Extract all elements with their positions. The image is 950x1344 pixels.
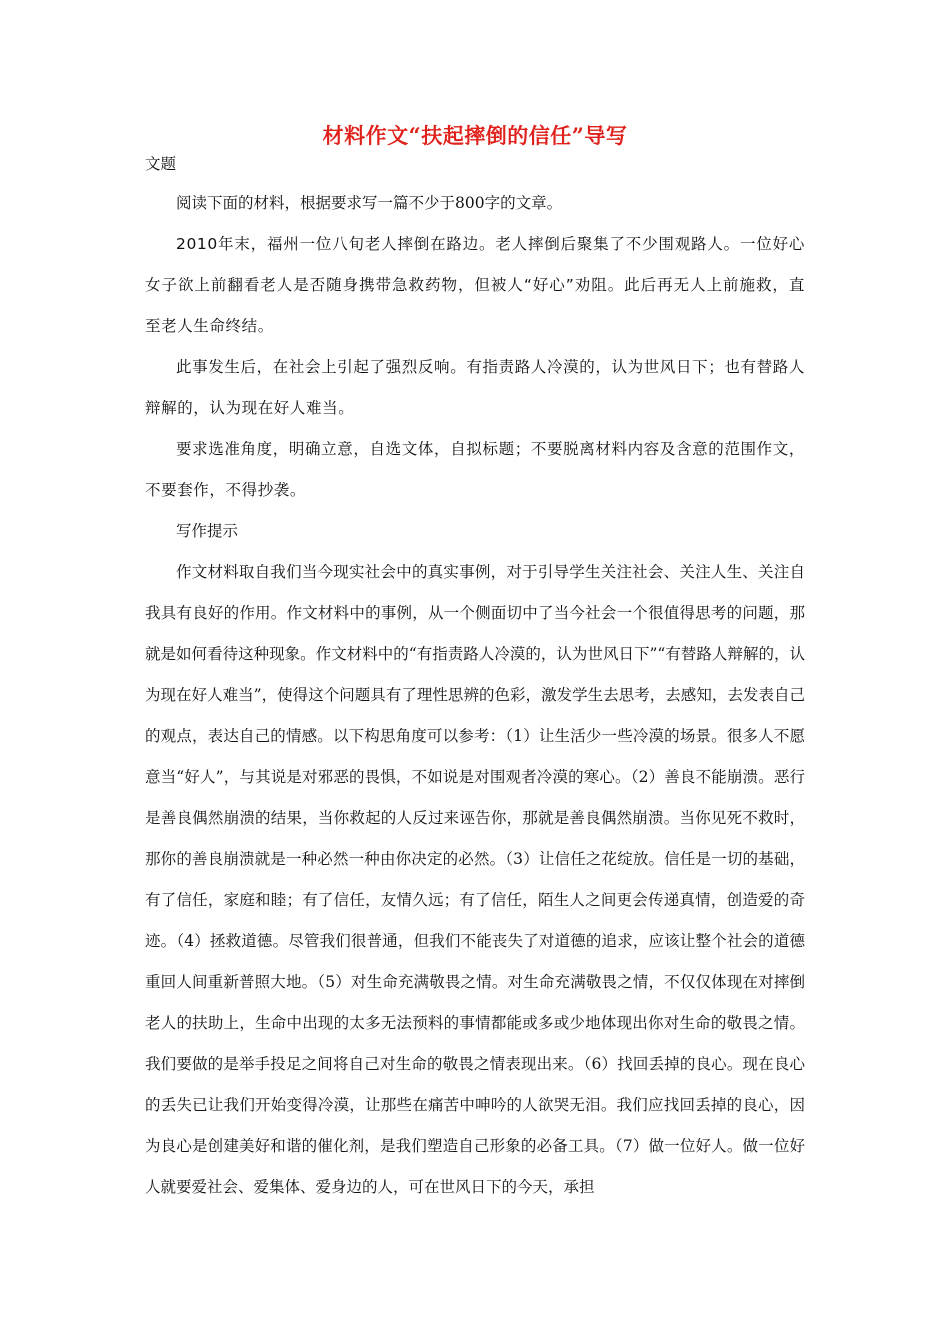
requirement-paragraph: 要求选准角度，明确立意，自选文体，自拟标题；不要脱离材料内容及含意的范围作文，不要套作，不得抄袭。 (145, 440, 805, 499)
instruction-paragraph: 阅读下面的材料，根据要求写一篇不少于800字的文章。 (176, 194, 563, 212)
section-label: 文题 (145, 155, 177, 173)
writing-tips-paragraph: 作文材料取自我们当今现实社会中的真实事例，对于引导学生关注社会、关注人生、关注自我具有良好的作用。作文材料中的事例，从一个侧面切中了当今社会一个很值得思考的问题，那就是如何看待这种现象。作文材料中的“有指责路人冷漠的，认为世风日下”“有替路人辩解的，认为现在好人难当”，使得这个问题具有了理性思辨的色彩，激发学生去思考，去感知，去发表自己的观点，表达自己的情感。以下构思角度可以参考：（1）让生活少一些冷漠的场景。很多人不愿意当“好人”，与其说是对邪恶的畏惧，不如说是对围观者冷漠的寒心。（2）善良不能崩溃。恶行是善良偶然崩溃的结果，当你救起的人反过来诬告你，那就是善良偶然崩溃。当你见死不救时，那你的善良崩溃就是一种必然一种由你决定的必然。（3）让信任之花绽放。信任是一切的基础，有了信任，家庭和睦；有了信任，友情久远；有了信任，陌生人之间更会传递真情，创造爱的奇迹。（4）拯救道德。尽管我们很普通，但我们不能丧失了对道德的追求，应该让整个社会的道德重回人间重新普照大地。（5）对生命充满敬畏之情。对生命充满敬畏之情，不仅仅体现在对摔倒老人的扶助上，生命中出现的太多无法预料的事情都能或多或少地体现出你对生命的敬畏之情。我们要做的是举手投足之间将自己对生命的敬畏之情表现出来。（6）找回丢掉的良心。现在良心的丢失已让我们开始变得冷漠，让那些在痛苦中呻吟的人欲哭无泪。我们应找回丢掉的良心，因为良心是创建美好和谐的催化剂，是我们塑造自己形象的必备工具。（7）做一位好人。做一位好人就要爱社会、爱集体、爱身边的人，可在世风日下的今天，承担 (145, 563, 805, 1196)
writing-tips-heading: 写作提示 (176, 522, 239, 540)
document-title: 材料作文“扶起摔倒的信任”导写 (322, 123, 628, 148)
document-body (145, 152, 805, 1208)
material-paragraph-2: 此事发生后，在社会上引起了强烈反响。有指责路人冷漠的，认为世风日下；也有替路人辩解的，认为现在好人难当。 (145, 358, 805, 417)
material-paragraph-1: 2010年末，福州一位八旬老人摔倒在路边。老人摔倒后聚集了不少围观路人。一位好心女子欲上前翻看老人是否随身携带急救药物，但被人“好心”劝阻。此后再无人上前施救，直至老人生命终结。 (145, 235, 805, 335)
